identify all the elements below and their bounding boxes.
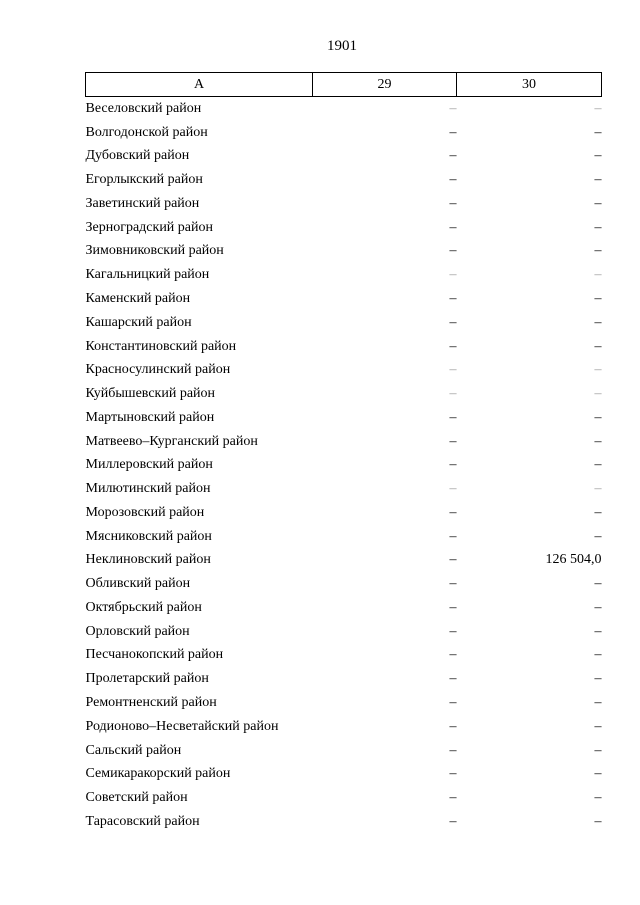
column-29-cell: – — [449, 718, 457, 734]
data-table — [85, 72, 602, 834]
column-30-cell: – — [594, 718, 602, 734]
table-row — [86, 358, 602, 382]
column-29-cell: – — [449, 172, 457, 188]
column-29-cell: – — [449, 100, 457, 116]
table-row — [86, 121, 602, 145]
table-row — [86, 453, 602, 477]
column-30-cell: – — [594, 219, 602, 235]
table-row — [86, 620, 602, 644]
district-name-cell: Сальский район — [85, 742, 182, 758]
table-row — [86, 596, 602, 620]
table-row — [86, 382, 602, 406]
column-30-cell: – — [594, 314, 602, 330]
district-name-cell: Морозовский район — [85, 504, 205, 520]
column-29-cell: – — [449, 742, 457, 758]
column-29-cell: – — [449, 457, 457, 473]
column-30-cell: – — [594, 599, 602, 615]
table-row — [86, 715, 602, 739]
column-30-cell: – — [594, 433, 602, 449]
table-header-row — [86, 73, 602, 97]
district-name-cell: Неклиновский район — [85, 552, 211, 568]
column-29-cell: – — [449, 148, 457, 164]
table-row — [86, 810, 602, 834]
table-row — [86, 240, 602, 264]
district-name-cell: Каменский район — [85, 291, 191, 306]
column-30-cell: – — [594, 790, 602, 806]
district-name-cell: Заветинский район — [85, 195, 200, 211]
column-30-cell: – — [594, 813, 602, 829]
column-header-29: 29 — [313, 73, 457, 97]
district-name-cell: Обливский район — [85, 576, 191, 592]
column-29-cell: – — [449, 124, 457, 140]
column-header-30: 30 — [457, 73, 602, 97]
column-30-cell: – — [594, 362, 602, 378]
table-row — [86, 287, 602, 311]
column-30-cell: – — [594, 124, 602, 140]
column-29-cell: – — [449, 219, 457, 235]
column-29-cell: – — [449, 504, 457, 520]
column-30-cell: – — [594, 243, 602, 259]
district-name-cell: Константиновский район — [85, 338, 237, 354]
column-30-cell: – — [594, 386, 602, 402]
table-row — [86, 263, 602, 287]
column-29-cell: – — [449, 195, 457, 211]
column-30-cell: – — [594, 267, 602, 283]
column-30-cell: – — [594, 766, 602, 782]
table-row — [86, 525, 602, 549]
column-29-cell: – — [449, 433, 457, 449]
district-name-cell: Тарасовский район — [85, 813, 200, 829]
district-name-cell: Миллеровский район — [85, 457, 213, 473]
table-row — [86, 168, 602, 192]
column-29-cell: – — [449, 386, 457, 402]
table-row — [86, 477, 602, 501]
table-row — [86, 311, 602, 335]
column-30-cell: – — [594, 100, 602, 116]
table-row — [86, 691, 602, 715]
district-name-cell: Красносулинский район — [85, 362, 231, 378]
column-30-cell: – — [594, 742, 602, 758]
district-name-cell: Песчанокопский район — [85, 647, 224, 663]
table-row — [86, 216, 602, 240]
district-name-cell: Мясниковский район — [85, 528, 212, 544]
district-name-cell: Советский район — [85, 790, 188, 806]
table-row — [86, 549, 602, 573]
table-row — [86, 739, 602, 763]
district-name-cell: Куйбышевский район — [85, 386, 216, 402]
column-30-cell: – — [594, 195, 602, 211]
district-name-cell: Егорлыкский район — [85, 172, 203, 188]
district-name-cell: Зимовниковский район — [85, 243, 224, 259]
district-name-cell: Дубовский район — [85, 148, 190, 164]
table-row — [86, 786, 602, 810]
column-29-cell: – — [449, 671, 457, 687]
district-name-cell: Мартыновский район — [85, 409, 215, 425]
table-row — [86, 97, 602, 121]
column-29-cell: – — [449, 623, 457, 639]
column-29-cell: – — [449, 647, 457, 663]
column-30-cell: – — [594, 528, 602, 544]
column-29-cell: – — [449, 291, 457, 306]
column-30-cell: 126 504,0 — [545, 552, 602, 568]
column-29-cell: – — [449, 528, 457, 544]
column-header-a: А — [86, 73, 313, 97]
column-29-cell: – — [449, 338, 457, 354]
district-name-cell: Матвеево–Курганский район — [85, 433, 258, 449]
district-name-cell: Волгодонской район — [85, 124, 208, 140]
column-29-cell: – — [449, 267, 457, 283]
column-29-cell: – — [449, 695, 457, 711]
table-row — [86, 145, 602, 169]
district-name-cell: Кашарский район — [85, 314, 192, 330]
district-name-cell: Веселовский район — [85, 100, 202, 116]
column-30-cell: – — [594, 481, 602, 497]
table-row — [86, 192, 602, 216]
column-30-cell: – — [594, 671, 602, 687]
column-30-cell: – — [594, 623, 602, 639]
column-29-cell: – — [449, 409, 457, 425]
district-name-cell: Октябрьский район — [85, 599, 202, 615]
column-30-cell: – — [594, 338, 602, 354]
table-row — [86, 644, 602, 668]
table-row — [86, 762, 602, 786]
district-name-cell: Родионово–Несветайский район — [85, 718, 279, 734]
page-number: 1901 — [327, 38, 357, 54]
column-29-cell: – — [449, 599, 457, 615]
column-29-cell: – — [449, 552, 457, 568]
table-row — [86, 572, 602, 596]
column-30-cell: – — [594, 504, 602, 520]
column-29-cell: – — [449, 813, 457, 829]
table-row — [86, 406, 602, 430]
table-row — [86, 430, 602, 454]
district-name-cell: Ремонтненский район — [85, 695, 217, 711]
district-name-cell: Орловский район — [85, 623, 190, 639]
district-name-cell: Милютинский район — [85, 481, 211, 497]
column-29-cell: – — [449, 481, 457, 497]
column-29-cell: – — [449, 314, 457, 330]
column-30-cell: – — [594, 576, 602, 592]
table-body — [86, 97, 602, 834]
district-name-cell: Семикаракорский район — [85, 766, 231, 782]
district-name-cell: Зерноградский район — [85, 219, 213, 235]
column-30-cell: – — [594, 148, 602, 164]
table-row — [86, 335, 602, 359]
column-29-cell: – — [449, 576, 457, 592]
column-30-cell: – — [594, 695, 602, 711]
column-30-cell: – — [594, 291, 602, 306]
district-name-cell: Кагальницкий район — [85, 267, 210, 283]
column-29-cell: – — [449, 790, 457, 806]
column-29-cell: – — [449, 243, 457, 259]
table-row — [86, 501, 602, 525]
district-name-cell: Пролетарский район — [85, 671, 209, 687]
column-29-cell: – — [449, 362, 457, 378]
column-29-cell: – — [449, 766, 457, 782]
column-30-cell: – — [594, 409, 602, 425]
column-30-cell: – — [594, 457, 602, 473]
table-row — [86, 667, 602, 691]
column-30-cell: – — [594, 647, 602, 663]
column-30-cell: – — [594, 172, 602, 188]
